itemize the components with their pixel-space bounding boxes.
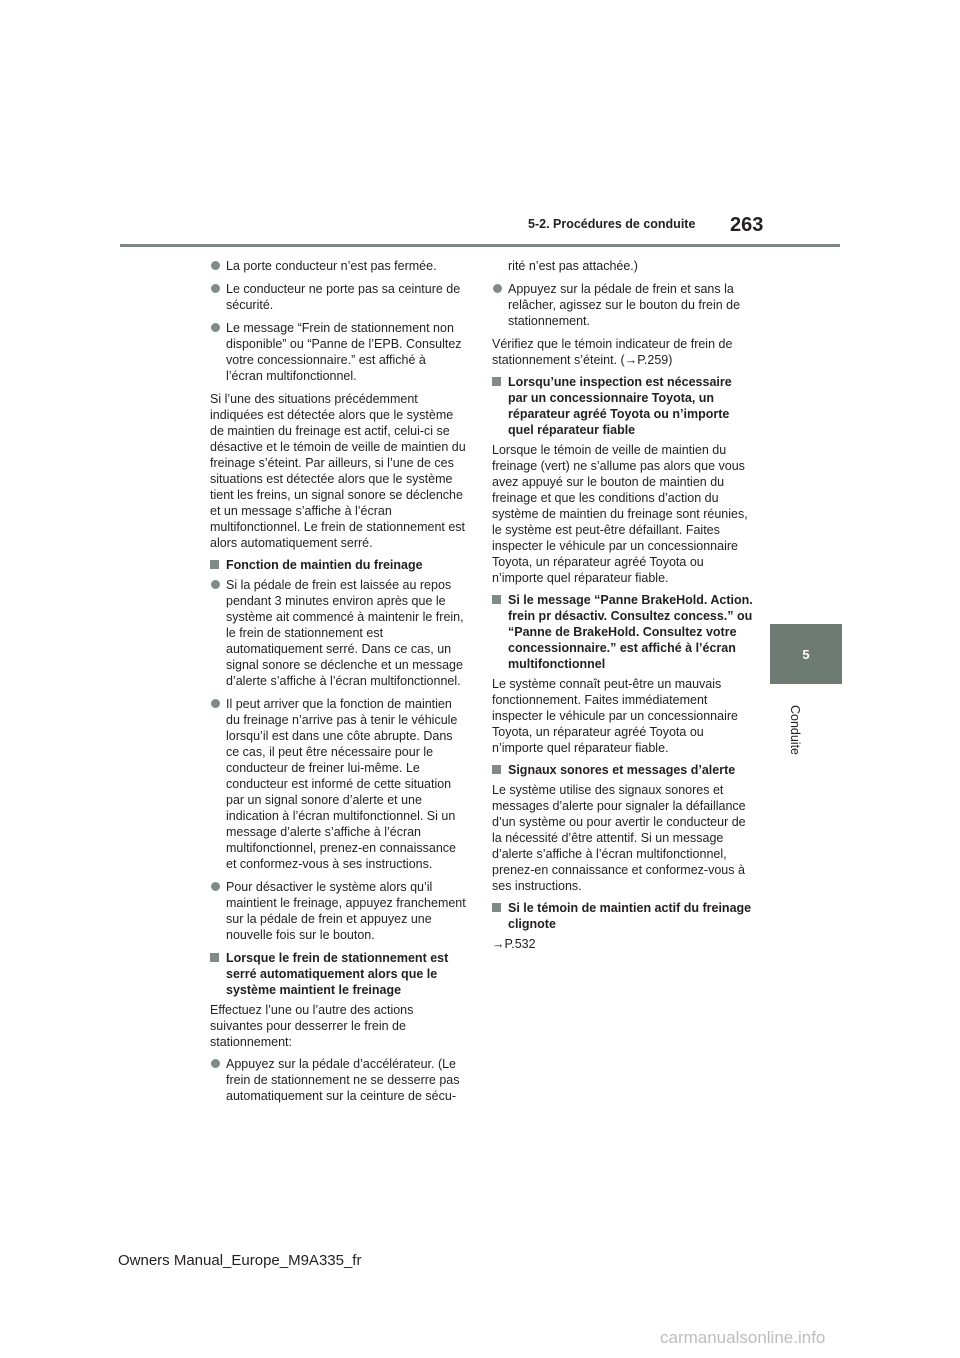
paragraph: rité n’est pas attachée.) [508,259,638,273]
bullet-item: Le message “Frein de stationnement non disponible” ou “Panne de l’EPB. Consultez votre concessionnaire.” est affiché à l’écran multifonctionnel. [210,320,466,384]
bullet-item: Pour désactiver le système alors qu’il maintient le freinage, appuyez franchement sur la pédale de frein et appuyez une nouvelle fois sur le bouton. [210,879,466,943]
chapter-label [770,690,820,770]
paragraph: Lorsque le témoin de veille de maintien du freinage (vert) ne s’allume pas alors que vous avez appuyé sur le bouton de maintien du freinage et que les conditions d’action du système de maintien du freinage sont réunies, le système est peut-être défaillant. Faites inspecter le véhicule par un concessionnaire Toyota, un réparateur agréé Toyota ou n’importe quel réparateur fiable. [492,443,748,585]
paragraph: Effectuez l’une ou l’autre des actions suivantes pour desserrer le frein de stationnement: [210,1003,414,1049]
subheading: Lorsque le frein de stationnement est serré automatiquement alors que le système maintient le freinage [210,950,466,998]
bullet-item: Appuyez sur la pédale de frein et sans la relâcher, agissez sur le bouton du frein de stationnement. [492,281,754,329]
bullet-item: Le conducteur ne porte pas sa ceinture de sécurité. [210,281,466,313]
bullet-item: Il peut arriver que la fonction de maintien du freinage n’arrive pas à tenir le véhicule lorsqu’il est dans une côte abrupte. Dans ce cas, il peut être nécessaire pour le conducteur de freiner lui-même. Le conducteur est informé de cette situation par un signal sonore d’alerte et une indication à l’écran multifonctionnel. Si un message d’alerte s’affiche à l’écran multifonctionnel, prenez-en connaissance et conformez-vous à ses instructions. [210,696,466,872]
header-rule [120,244,840,247]
subheading: Signaux sonores et messages d’alerte [492,762,754,778]
paragraph: Si l’une des situations précédemment indiquées est détectée alors que le système de maintien du freinage est actif, celui-ci se désactive et le témoin de veille de maintien du freinage s’éteint. Par ailleurs, si l’une de ces situations est détectée alors que le système tient les freins, un signal sonore se déclenche et un message s’affiche à l’écran multifonctionnel. Le frein de stationnement est alors automatiquement serré. [210,392,466,550]
bullet-item: La porte conducteur n’est pas fermée. [210,258,466,274]
paragraph: Vérifiez que le témoin indicateur de frein de stationnement s’éteint. (→P.259) [492,337,733,367]
paragraph: Le système utilise des signaux sonores et messages d’alerte pour signaler la défaillance d’un système ou pour avertir le conducteur de la nécessité d’être attentif. Si un message d’alerte s’affiche à l’écran multifonctionnel, prenez-en connaissance et conformez-vous à ses instructions. [492,783,746,893]
subheading: Si le message “Panne BrakeHold. Action. frein pr désactiv. Consultez concess.” ou “Panne de BrakeHold. Consultez votre concessionnaire.” est affiché à l’écran multifonctionnel [492,592,754,672]
bullet-item: Appuyez sur la pédale d’accélérateur. (Le frein de stationnement ne se desserre pas automatiquement sur la ceinture de sécu- [210,1056,466,1104]
bullet-item: Si la pédale de frein est laissée au repos pendant 3 minutes environ après que le système ait commencé à maintenir le frein, le frein de stationnement est automatiquement serré. Dans ce cas, un signal sonore se déclenche et un message d’alerte s’affiche à l’écran multifonctionnel. [210,577,466,689]
footer-doc-id: Owners Manual_Europe_M9A335_fr [118,1252,362,1269]
chapter-tab[interactable] [770,624,842,684]
paragraph: →P.532 [492,937,536,951]
page-number: 263 [730,214,764,236]
section-title: 5-2. Procédures de conduite [528,217,696,231]
chapter-number: 5 [802,646,810,662]
subheading: Fonction de maintien du freinage [210,557,466,573]
chapter-label-text: Conduite [788,704,803,756]
right-column [492,258,754,958]
watermark: carmanualsonline.info [660,1328,826,1347]
subheading: Si le témoin de maintien actif du freinage clignote [492,900,754,932]
paragraph: Le système connaît peut-être un mauvais fonctionnement. Faites immédiatement inspecter le véhicule par un concessionnaire Toyota, un réparateur agréé Toyota ou n’importe quel réparateur fiable. [492,677,738,755]
left-column [210,258,466,1111]
subheading: Lorsqu’une inspection est nécessaire par un concessionnaire Toyota, un réparateur agréé Toyota ou n’importe quel réparateur fiable [492,374,754,438]
